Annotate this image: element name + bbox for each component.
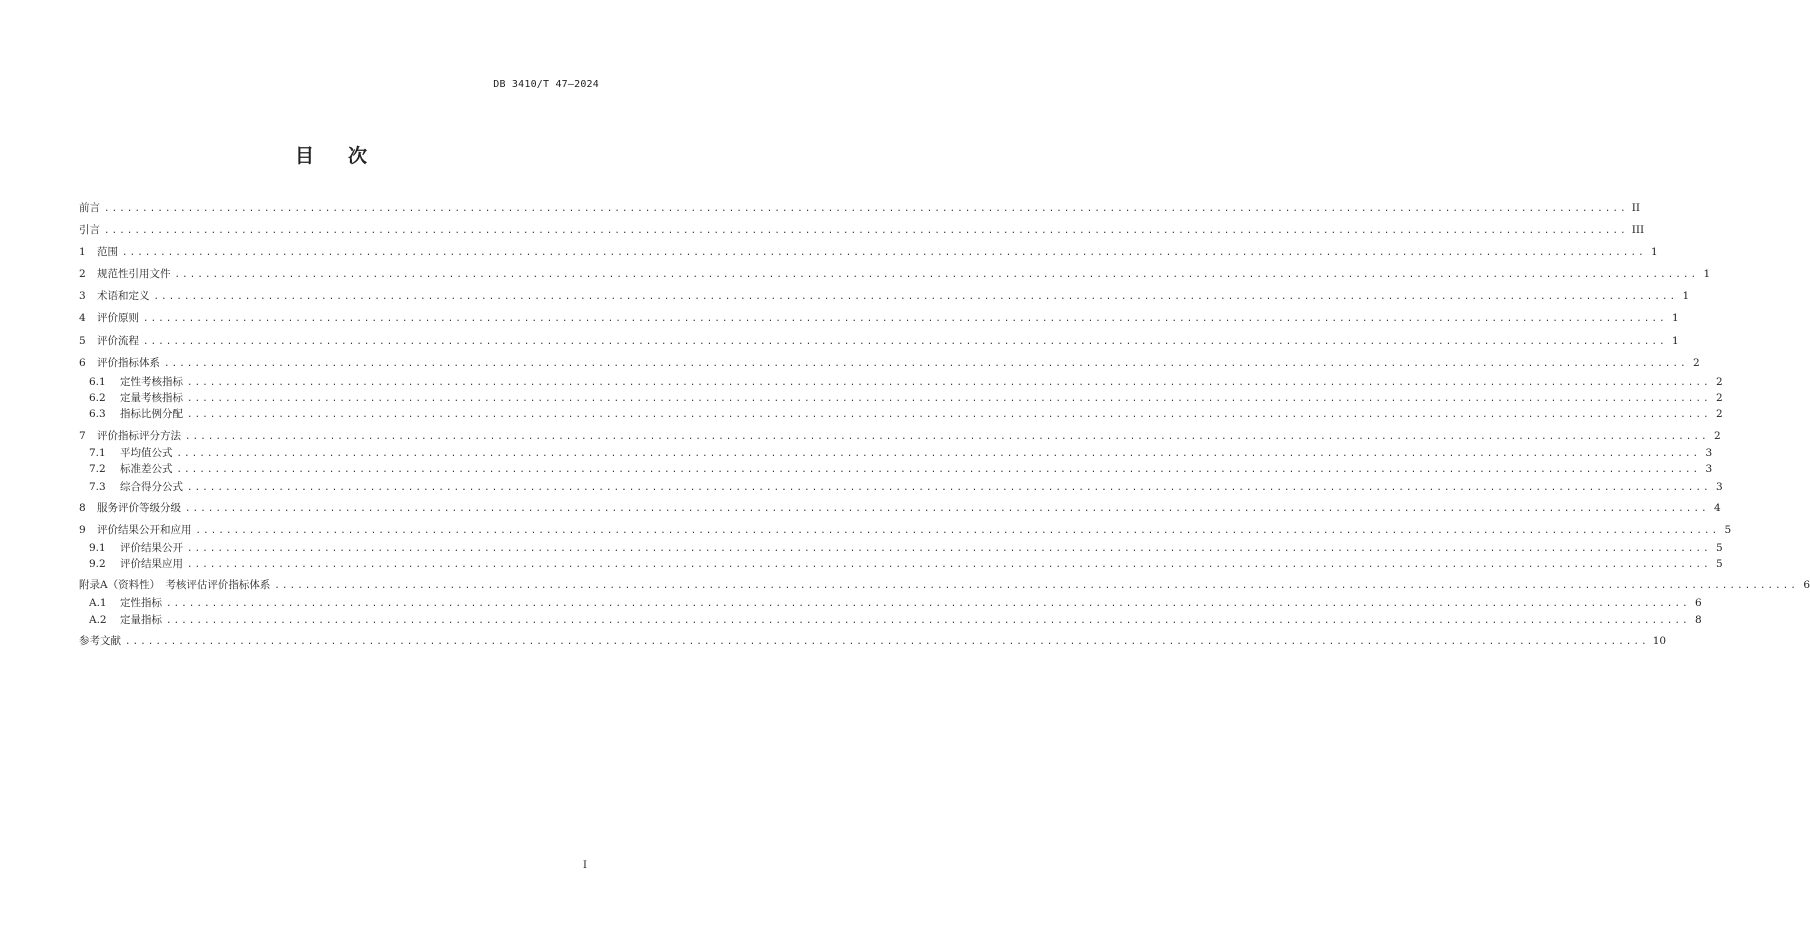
toc-entry-page: III — [1631, 224, 1645, 236]
toc-entry[interactable] — [79, 595, 1702, 611]
toc-entry-page: 4 — [1714, 502, 1721, 514]
toc-entry-number: 6.3 — [89, 408, 106, 420]
toc-entry-page: 8 — [1695, 614, 1702, 626]
toc-entry-number: 4 — [79, 312, 86, 324]
toc-entry-page: 3 — [1705, 463, 1713, 475]
toc-leader-dots: ........................................................................................................................................................................................................ — [187, 544, 1711, 554]
toc-entry-page: 5 — [1724, 524, 1732, 536]
toc-entry[interactable] — [79, 406, 1723, 422]
toc-entry[interactable] — [79, 222, 1645, 238]
toc-entry[interactable] — [79, 500, 1721, 516]
toc-entry[interactable] — [79, 633, 1667, 649]
toc-entry-label: 评价指标评分方法 — [97, 430, 181, 442]
toc-entry-number: 5 — [79, 335, 86, 347]
toc-entry-label: 前言 — [79, 202, 100, 214]
toc-leader-dots: ........................................................................................................................................................................................................ — [104, 204, 1628, 214]
toc-entry-page: 3 — [1705, 447, 1713, 459]
toc-entry-page: 3 — [1716, 481, 1723, 493]
toc-entry[interactable] — [79, 266, 1711, 282]
toc-leader-dots: ........................................................................................................................................................................................................ — [122, 248, 1646, 258]
toc-entry-label: 平均值公式 — [120, 447, 173, 459]
toc-entry-page: 1 — [1682, 290, 1690, 302]
toc-entry-page: 5 — [1716, 558, 1723, 570]
toc-entry[interactable] — [79, 556, 1723, 572]
toc-entry-number: 6 — [79, 357, 86, 369]
toc-entry[interactable] — [79, 479, 1723, 495]
toc-entry-number: 7.2 — [89, 463, 106, 475]
toc-entry-label: 范围 — [97, 246, 118, 258]
toc-entry-number: 9.2 — [89, 558, 106, 570]
toc-entry-label: 评价结果公开 — [120, 542, 183, 554]
toc-entry-label: 评价结果公开和应用 — [97, 524, 192, 536]
toc-entry-page: 5 — [1716, 542, 1723, 554]
toc-entry-label: 评价原则 — [97, 312, 139, 324]
toc-entry-label: 引言 — [79, 224, 100, 236]
toc-entry[interactable] — [79, 577, 1810, 593]
toc-leader-dots: ........................................................................................................................................................................................................ — [185, 504, 1709, 514]
toc-entry[interactable] — [79, 540, 1723, 556]
toc-leader-dots: ........................................................................................................................................................................................................ — [166, 599, 1690, 609]
toc-entry-label: 规范性引用文件 — [97, 268, 171, 280]
toc-leader-dots: ........................................................................................................................................................................................................ — [187, 560, 1711, 570]
toc-leader-dots: ........................................................................................................................................................................................................ — [164, 359, 1688, 369]
toc-entry[interactable] — [79, 445, 1713, 461]
toc-entry[interactable] — [79, 612, 1702, 628]
toc-leader-dots: ........................................................................................................................................................................................................ — [176, 449, 1701, 459]
toc-entry-label: 定量指标 — [120, 614, 162, 626]
toc-leader-dots: ........................................................................................................................................................................................................ — [187, 483, 1711, 493]
toc-entry-page: 2 — [1714, 430, 1721, 442]
toc-title — [0, 141, 662, 168]
toc-entry[interactable] — [79, 355, 1700, 371]
toc-entry-label: 评价指标体系 — [97, 357, 160, 369]
toc-leader-dots: ........................................................................................................................................................................................................ — [143, 314, 1667, 324]
toc-entry-number: 2 — [79, 268, 86, 280]
toc-entry-page: 2 — [1693, 357, 1700, 369]
toc-entry-number: A.2 — [89, 614, 107, 626]
toc-entry-page: 1 — [1672, 335, 1679, 347]
toc-entry[interactable] — [79, 244, 1658, 260]
toc-entry-number: 7.3 — [89, 481, 106, 493]
toc-entry-page: 2 — [1716, 376, 1723, 388]
toc-entry-label: 评价流程 — [97, 335, 139, 347]
toc-entry-number: 9 — [79, 524, 86, 536]
toc-entry-number: 7.1 — [89, 447, 106, 459]
toc-entry[interactable] — [79, 333, 1679, 349]
toc-entry[interactable] — [79, 310, 1679, 326]
toc-entry-number: 6.1 — [89, 376, 106, 388]
toc-entry[interactable] — [79, 374, 1723, 390]
toc-entry-label: 参考文献 — [79, 635, 121, 647]
toc-entry-number: 3 — [79, 290, 86, 302]
toc-entry-label: 术语和定义 — [97, 290, 150, 302]
toc-entry[interactable] — [79, 288, 1690, 304]
toc-leader-dots: ........................................................................................................................................................................................................ — [166, 616, 1690, 626]
toc-leader-dots: ........................................................................................................................................................................................................ — [153, 292, 1678, 302]
toc-entry-label: 定性指标 — [120, 597, 162, 609]
toc-entry[interactable] — [79, 428, 1721, 444]
toc-entry-label: 服务评价等级分级 — [97, 502, 181, 514]
toc-entry-page: 2 — [1716, 392, 1723, 404]
toc-entry[interactable] — [79, 522, 1732, 538]
toc-leader-dots: ........................................................................................................................................................................................................ — [125, 637, 1649, 647]
toc-entry-label: 评价结果应用 — [120, 558, 183, 570]
toc-entry-label: 指标比例分配 — [120, 408, 183, 420]
toc-leader-dots: ........................................................................................................................................................................................................ — [187, 410, 1711, 420]
toc-entry[interactable] — [79, 390, 1723, 406]
toc-entry-label: 定性考核指标 — [120, 376, 183, 388]
toc-leader-dots: ........................................................................................................................................................................................................ — [104, 226, 1628, 236]
page-number: I — [583, 860, 587, 871]
toc-leader-dots: ........................................................................................................................................................................................................ — [187, 378, 1711, 388]
toc-entry-label: 定量考核指标 — [120, 392, 183, 404]
toc-entry-number: 6.2 — [89, 392, 106, 404]
toc-entry-number: 1 — [79, 246, 86, 258]
toc-entry-page: 1 — [1703, 268, 1711, 280]
toc-entry[interactable] — [79, 200, 1640, 216]
toc-entry-number: A.1 — [89, 597, 107, 609]
toc-entry-label: 附录A（资料性） 考核评估评价指标体系 — [79, 579, 271, 591]
toc-leader-dots: ........................................................................................................................................................................................................ — [195, 526, 1720, 536]
toc-title-char-1: 目 — [294, 145, 314, 167]
toc-entry-number: 9.1 — [89, 542, 106, 554]
toc-entry-page: 10 — [1652, 635, 1667, 647]
toc-entry-page: 1 — [1651, 246, 1658, 258]
toc-entry-page: 6 — [1803, 579, 1810, 591]
toc-entry[interactable] — [79, 461, 1713, 477]
toc-entry-page: 1 — [1672, 312, 1679, 324]
toc-entry-number: 8 — [79, 502, 86, 514]
toc-entry-label: 标准差公式 — [120, 463, 173, 475]
toc-entry-label: 综合得分公式 — [120, 481, 183, 493]
toc-leader-dots: ........................................................................................................................................................................................................ — [187, 394, 1711, 404]
toc-leader-dots: ........................................................................................................................................................................................................ — [274, 581, 1799, 591]
document-code: DB 3410/T 47—2024 — [493, 79, 599, 90]
toc-leader-dots: ........................................................................................................................................................................................................ — [185, 432, 1709, 442]
toc-entry-number: 7 — [79, 430, 86, 442]
toc-title-char-2: 次 — [348, 145, 368, 167]
toc-entry-page: 6 — [1695, 597, 1702, 609]
toc-entry-page: 2 — [1716, 408, 1723, 420]
toc-leader-dots: ........................................................................................................................................................................................................ — [174, 270, 1699, 280]
toc-entry-page: II — [1631, 202, 1640, 214]
toc-leader-dots: ........................................................................................................................................................................................................ — [143, 337, 1667, 347]
toc-leader-dots: ........................................................................................................................................................................................................ — [176, 465, 1701, 475]
